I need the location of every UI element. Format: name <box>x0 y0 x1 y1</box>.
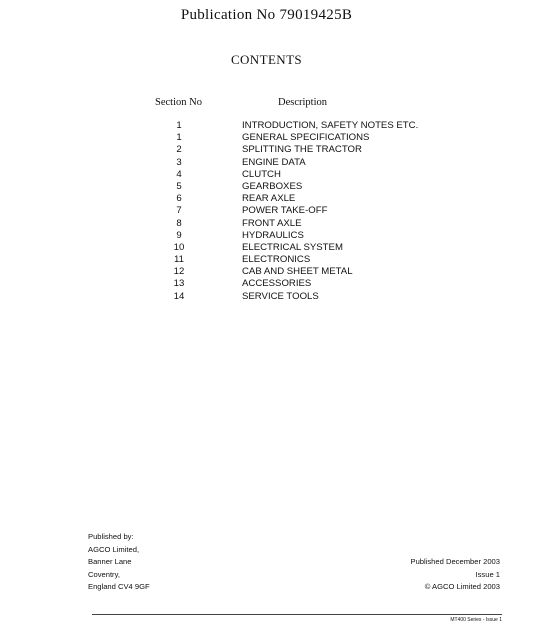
toc-row <box>150 218 470 230</box>
section-number: 14 <box>173 290 185 302</box>
section-number: 13 <box>173 278 185 290</box>
toc-row <box>150 266 470 278</box>
publisher-line: Published by: <box>88 532 134 541</box>
publication-number: Publication No 79019425B <box>180 7 353 23</box>
issue-number: Issue 1 <box>475 569 500 579</box>
publisher-line: England CV4 9GF <box>88 582 150 592</box>
section-description: ELECTRICAL SYSTEM <box>242 241 343 253</box>
toc-row <box>150 278 470 290</box>
toc-row <box>150 157 470 169</box>
publisher-line: Coventry, <box>88 569 120 579</box>
toc-row <box>150 291 470 303</box>
publisher-line: AGCO Limited, <box>88 544 140 554</box>
section-no-header: Section No <box>155 97 202 108</box>
toc-row <box>150 230 470 242</box>
toc-row <box>150 193 470 205</box>
section-number: 10 <box>173 241 185 253</box>
section-description: ELECTRONICS <box>242 254 311 266</box>
toc-row <box>150 120 470 132</box>
section-description: REAR AXLE <box>242 193 296 205</box>
section-number: 8 <box>176 217 182 229</box>
toc-row <box>150 205 470 217</box>
section-number: 11 <box>174 254 184 266</box>
toc-row <box>150 144 470 156</box>
footer-series-label: MT400 Series - Issue 1 <box>450 617 502 623</box>
section-number: 7 <box>176 205 182 217</box>
toc-row <box>150 181 470 193</box>
contents-table <box>150 120 470 303</box>
section-number: 1 <box>176 132 182 144</box>
section-number: 5 <box>176 180 182 192</box>
section-description: GEARBOXES <box>242 180 303 192</box>
section-description: ACCESSORIES <box>242 278 312 290</box>
copyright-notice: © AGCO Limited 2003 <box>424 582 500 592</box>
toc-row <box>150 169 470 181</box>
section-description: CLUTCH <box>242 168 281 180</box>
section-number: 2 <box>176 144 182 156</box>
section-number: 1 <box>176 120 182 131</box>
section-description: CAB AND SHEET METAL <box>242 266 353 278</box>
toc-row <box>150 254 470 266</box>
publisher-address <box>88 531 150 594</box>
publication-date: Published December 2003 <box>410 557 500 566</box>
section-description: POWER TAKE-OFF <box>242 205 328 217</box>
section-description: SPLITTING THE TRACTOR <box>242 144 362 156</box>
toc-row <box>150 242 470 254</box>
description-header: Description <box>278 97 327 108</box>
publication-info <box>411 556 501 594</box>
section-description: ENGINE DATA <box>242 156 306 168</box>
section-number: 9 <box>176 229 182 241</box>
section-description: HYDRAULICS <box>242 229 304 241</box>
section-number: 4 <box>176 168 182 180</box>
section-number: 3 <box>176 156 182 168</box>
section-number: 6 <box>176 193 182 205</box>
contents-title: CONTENTS <box>230 52 303 67</box>
toc-row <box>150 132 470 144</box>
publisher-line: Banner Lane <box>88 557 132 567</box>
section-description: INTRODUCTION, SAFETY NOTES ETC. <box>242 120 419 131</box>
footer-divider <box>92 614 502 615</box>
section-number: 12 <box>173 266 185 278</box>
section-description: GENERAL SPECIFICATIONS <box>242 132 370 144</box>
section-description: FRONT AXLE <box>242 217 302 229</box>
section-description: SERVICE TOOLS <box>242 290 319 302</box>
